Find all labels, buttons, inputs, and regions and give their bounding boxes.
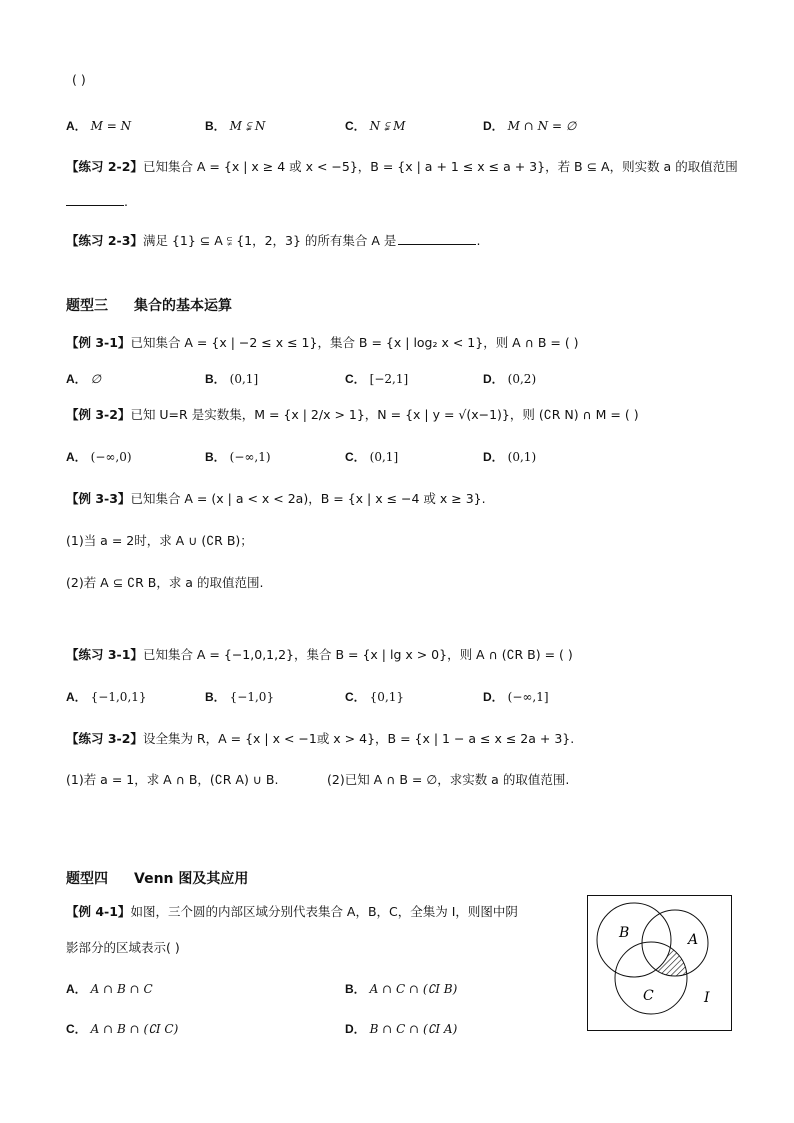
- example-3-3-q2: (2)若 A ⊆ ∁R B，求 a 的取值范围.: [66, 575, 264, 590]
- section-3-heading: 题型三 集合的基本运算: [66, 298, 232, 314]
- venn-diagram: [587, 895, 732, 1031]
- pr31-option-a: A． {−1,0,1}: [66, 690, 147, 704]
- example-3-3-q1: (1)当 a = 2时，求 A ∪ (∁R B)；: [66, 533, 253, 548]
- ex41-option-a: A． A ∩ B ∩ C: [66, 982, 153, 996]
- example-3-3: 【例 3-3】已知集合 A = (x | a < x < 2a)，B = {x | x ≤ −4 或 x ≥ 3}.: [66, 491, 486, 506]
- option-a: A． M = N: [66, 119, 132, 133]
- exercise-2-2: 【练习 2-2】已知集合 A = {x | x ≥ 4 或 x < −5}，B = {x | a + 1 ≤ x ≤ a + 3}，若 B ⊆ A，则实数 a 的取值范围: [66, 159, 738, 174]
- exercise-3-2: 【练习 3-2】设全集为 R，A = {x | x < −1或 x > 4}，B = {x | 1 − a ≤ x ≤ 2a + 3}.: [66, 731, 575, 746]
- option-d: D． M ∩ N = ∅: [483, 119, 577, 133]
- pr31-option-d: D． (−∞,1]: [483, 690, 549, 704]
- exercise-3-2-q1: (1)若 a = 1，求 A ∩ B，(∁R A) ∪ B.: [66, 772, 279, 787]
- label-i: I: [704, 990, 710, 1006]
- ex31-option-a: A． ∅: [66, 372, 102, 386]
- ex41-option-c: C． A ∩ B ∩ (∁I C): [66, 1022, 179, 1036]
- pr31-option-c: C． {0,1}: [345, 690, 405, 704]
- label-b: B: [619, 925, 630, 941]
- option-b: B． M ⫋ N: [205, 119, 266, 133]
- exercise-3-1: 【练习 3-1】已知集合 A = {−1,0,1,2}，集合 B = {x | lg x > 0}，则 A ∩ (∁R B) = ( ): [66, 647, 573, 662]
- example-4-1: 【例 4-1】如图，三个圆的内部区域分别代表集合 A，B，C，全集为 I，则图中阴: [66, 904, 518, 919]
- ex31-option-d: D． (0,2): [483, 372, 537, 386]
- ex32-option-d: D． (0,1): [483, 450, 537, 464]
- section-4-heading: 题型四 Venn 图及其应用: [66, 871, 249, 887]
- question-paren: ( ): [72, 72, 86, 87]
- example-3-2: 【例 3-2】已知 U=R 是实数集，M = {x | 2/x > 1}，N = {x | y = √(x−1)}，则 (∁R N) ∩ M = ( ): [66, 407, 639, 422]
- ex32-option-a: A． (−∞,0): [66, 450, 132, 464]
- ex31-option-b: B． (0,1]: [205, 372, 259, 386]
- ex32-option-b: B． (−∞,1): [205, 450, 271, 464]
- label-c: C: [643, 988, 654, 1004]
- pr31-option-b: B． {−1,0}: [205, 690, 275, 704]
- exercise-3-2-q2: (2)已知 A ∩ B = ∅，求实数 a 的取值范围.: [327, 772, 570, 787]
- label-a: A: [688, 932, 699, 948]
- ex32-option-c: C． (0,1]: [345, 450, 399, 464]
- ex31-option-c: C． [−2,1]: [345, 372, 409, 386]
- exercise-2-3: 【练习 2-3】满足 {1} ⊆ A ⫋ {1，2，3} 的所有集合 A 是 .: [66, 233, 481, 248]
- example-4-1-line2: 影部分的区域表示( ): [66, 940, 180, 955]
- exercise-2-2-answer-line: .: [66, 194, 128, 209]
- option-c: C． N ⫋ M: [345, 119, 406, 133]
- ex41-option-d: D． B ∩ C ∩ (∁I A): [345, 1022, 458, 1036]
- ex41-option-b: B． A ∩ C ∩ (∁I B): [345, 982, 458, 996]
- example-3-1: 【例 3-1】已知集合 A = {x | −2 ≤ x ≤ 1}，集合 B = {x | log₂ x < 1}，则 A ∩ B = ( ): [66, 335, 579, 350]
